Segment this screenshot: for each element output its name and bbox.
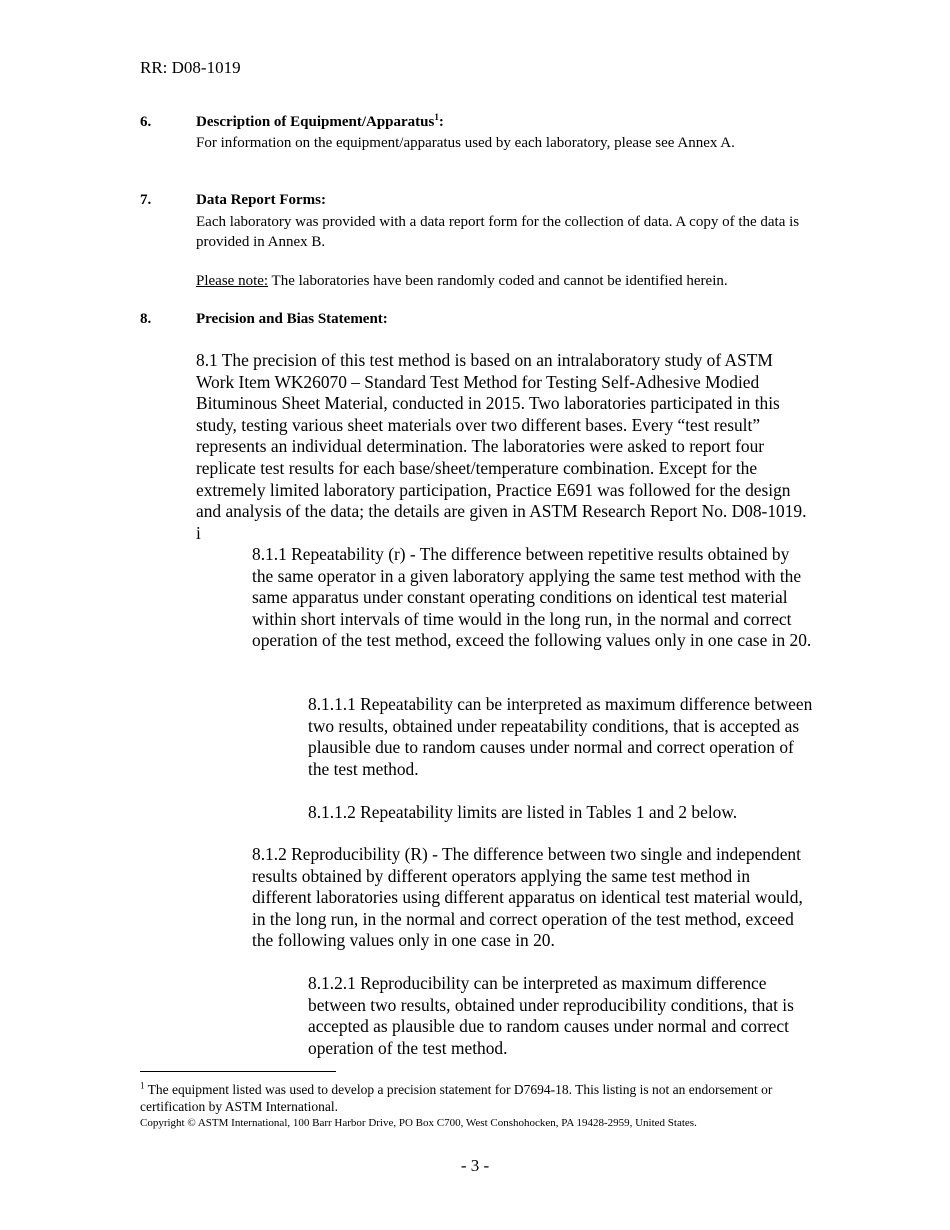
page-number: - 3 - [460, 1156, 490, 1175]
paragraph-8-1: 8.1 The precision of this test method is based on an intralaboratory study of ASTM Work Item WK26070 – Standard Test Method for Testing Self-Adhesive Modied Bituminous Sheet Material, conducted in 2015. Two laboratories participated in this study, testing various sheet materials over two different bases. Every “test result” represents an individual determination. The laboratories were asked to report four replicate test results for each base/sheet/temperature combination. Except for the extremely limited laboratory participation, Practice E691 was followed for the design and analysis of the data; the details are given in ASTM Research Report No. D08-1019. i [196, 350, 807, 543]
section-7-number: 7. [140, 192, 152, 208]
section-8-title: Precision and Bias Statement: [196, 311, 388, 327]
paragraph-8-1-2: 8.1.2 Reproducibility (R) - The difference between two single and independent results obtained by different operators applying the same test method in different laboratories using different apparatus on identical test material would, in the long run, in the normal and correct operation of the test method, exceed the following values only in one case in 20. [252, 844, 803, 951]
section-6-title: Description of Equipment/Apparatus$^1$: [196, 112, 444, 130]
section-7-title: Data Report Forms: [196, 192, 326, 208]
copyright-line: Copyright © ASTM International, 100 Barr Harbor Drive, PO Box C700, West Conshohocken, PA 19428-2959, United States. [140, 1117, 697, 1129]
section-7-body: Each laboratory was provided with a data report form for the collection of data. A copy of the data is provided in Annex B. [196, 214, 800, 250]
paragraph-8-1-2-1: 8.1.2.1 Reproducibility can be interpreted as maximum difference between two results, obtained under reproducibility conditions, that is accepted as plausible due to random causes under normal and correct operation of the test method. [308, 973, 794, 1058]
paragraph-8-1-1: 8.1.1 Repeatability (r) - The difference between repetitive results obtained by the same operator in a given laboratory applying the same test method with the same apparatus under constant operating conditions on identical test material within short intervals of time would in the long run, in the normal and correct operation of the test method, exceed the following values only in one case in 20. [252, 544, 812, 651]
section-8-number: 8. [140, 311, 152, 327]
footnote-divider [140, 1071, 336, 1072]
paragraph-8-1-1-2: 8.1.1.2 Repeatability limits are listed in Tables 1 and 2 below. [308, 802, 738, 822]
footnote: $^1$ The equipment listed was used to develop a precision statement for D7694-18. This listing is not an endorsement or certification by ASTM International. [140, 1080, 773, 1114]
section-7-note: Please note: The laboratories have been randomly coded and cannot be identified herein. [196, 273, 728, 289]
section-6-body: For information on the equipment/apparatus used by each laboratory, please see Annex A. [196, 135, 735, 151]
note-label: Please note: [196, 273, 269, 289]
report-id-header: RR: D08-1019 [140, 58, 241, 77]
section-6-number: 6. [140, 114, 152, 130]
paragraph-8-1-1-1: 8.1.1.1 Repeatability can be interpreted as maximum difference between two results, obtained under repeatability conditions, that is accepted as plausible due to random causes under normal and correct operation of the test method. [308, 694, 813, 779]
footnote-ref[interactable]: 1 [434, 112, 439, 122]
